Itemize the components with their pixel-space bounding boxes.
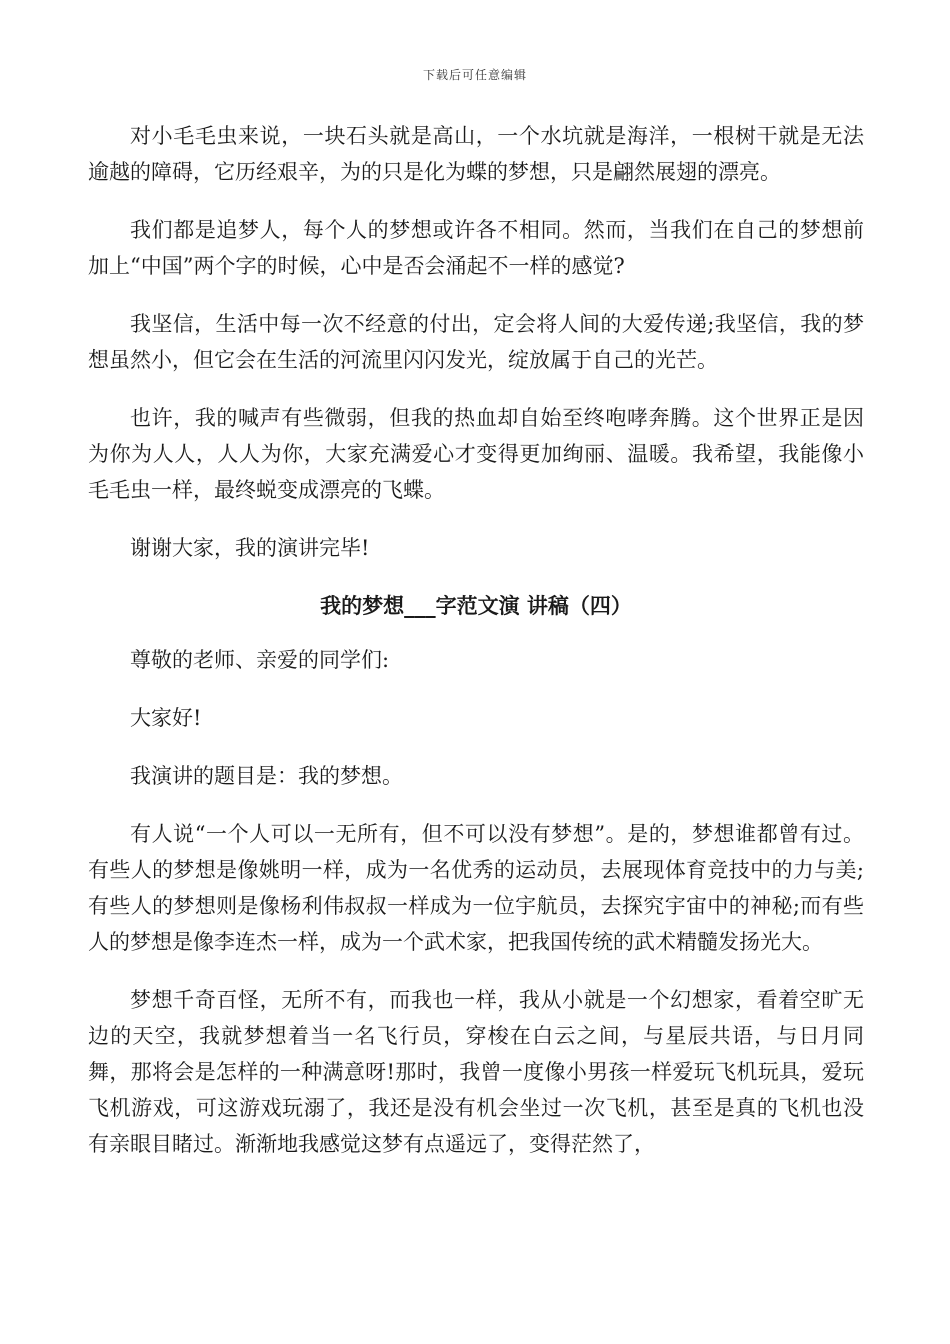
document-body <box>88 118 864 1184</box>
paragraph: 大家好! <box>130 706 202 730</box>
page-header: 下载后可任意编辑 <box>422 68 527 82</box>
paragraph: 梦想千奇百怪，无所不有，而我也一样，我从小就是一个幻想家，看着空旷无边的天空，我就梦想着当一名飞行员，穿梭在白云之间，与星辰共语，与日月同舞，那将会是怎样的一种满意呀!那时，我曾一度像小男孩一样爱玩飞机玩具，爱玩飞机游戏，可这游戏玩溺了，我还是没有机会坐过一次飞机，甚至是真的飞机也没有亲眼目睹过。渐渐地我感觉这梦有点遥远了，变得茫然了， <box>88 988 864 1156</box>
paragraph: 对小毛毛虫来说，一块石头就是高山，一个水坑就是海洋，一根树干就是无法逾越的障碍，它历经艰辛，为的只是化为蝶的梦想，只是翩然展翅的漂亮。 <box>88 124 864 184</box>
paragraph: 有人说“一个人可以一无所有，但不可以没有梦想”。是的，梦想谁都曾有过。有些人的梦想是像姚明一样，成为一名优秀的运动员，去展现体育竞技中的力与美;有些人的梦想则是像杨利伟叔叔一样成为一位宇航员，去探究宇宙中的神秘;而有些人的梦想是像李连杰一样，成为一个武术家，把我国传统的武术精髓发扬光大。 <box>88 822 864 954</box>
paragraph: 谢谢大家，我的演讲完毕! <box>130 536 370 560</box>
paragraph: 也许，我的喊声有些微弱，但我的热血却自始至终咆哮奔腾。这个世界正是因为你为人人，人人为你，大家充满爱心才变得更加绚丽、温暖。我希望，我能像小毛毛虫一样，最终蜕变成漂亮的飞蝶。 <box>88 406 864 502</box>
paragraph: 尊敬的老师、亲爱的同学们: <box>130 648 390 672</box>
section-title: 我的梦想___字范文演 讲稿（四） <box>320 593 632 618</box>
paragraph: 我坚信，生活中每一次不经意的付出，定会将人间的大爱传递;我坚信，我的梦想虽然小，但它会在生活的河流里闪闪发光，绽放属于自己的光芒。 <box>88 312 864 372</box>
paragraph: 我们都是追梦人，每个人的梦想或许各不相同。然而，当我们在自己的梦想前加上“中国”两个字的时候，心中是否会涌起不一样的感觉? <box>88 218 864 278</box>
paragraph: 我演讲的题目是：我的梦想。 <box>130 764 403 788</box>
